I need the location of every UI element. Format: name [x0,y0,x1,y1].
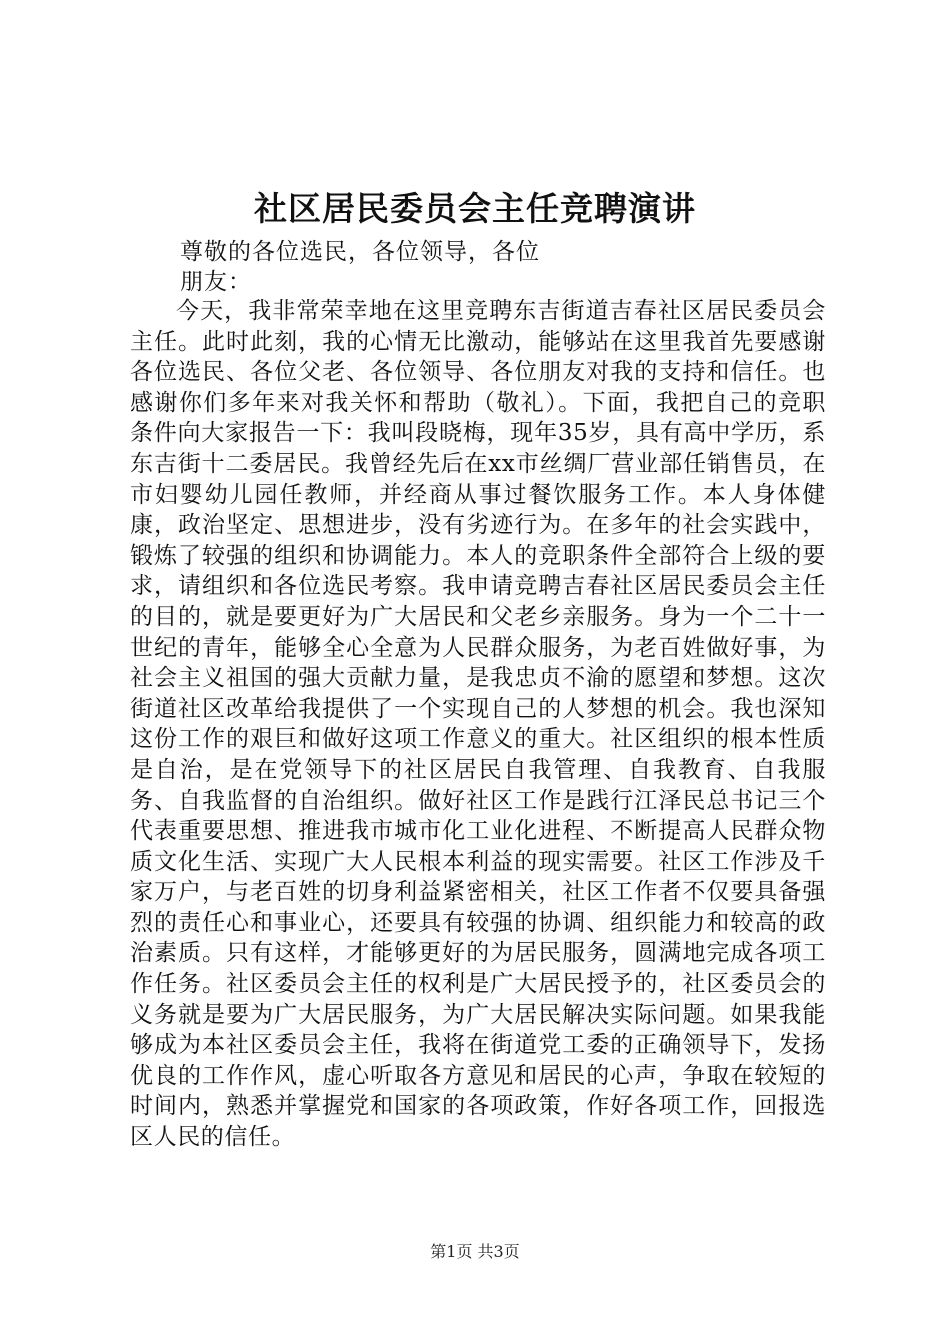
salutation-line-1: 尊敬的各位选民，各位领导，各位 [180,239,540,265]
salutation [180,237,580,297]
document-title: 社区居民委员会主任竞聘演讲 [254,189,696,228]
body-paragraph: 今天，我非常荣幸地在这里竞聘东吉街道吉春社区居民委员会主任。此时此刻，我的心情无比激动，能够站在这里我首先要感谢各位选民、各位父老、各位领导、各位朋友对我的支持和信任。也感谢你们多年来对我关怀和帮助（敬礼）。下面，我把自己的竞职条件向大家报告一下：我叫段晓梅，现年35岁，具有高中学历，系东吉街十二委居民。我曾经先后在xx市丝绸厂营业部任销售员，在市妇婴幼儿园任教师，并经商从事过餐饮服务工作。本人身体健康，政治坚定、思想进步，没有劣迹行为。在多年的社会实践中，锻炼了较强的组织和协调能力。本人的竞职条件全部符合上级的要求，请组织和各位选民考察。我申请竞聘吉春社区居民委员会主任的目的，就是要更好为广大居民和父老乡亲服务。身为一个二十一世纪的青年，能够全心全意为人民群众服务，为老百姓做好事，为社会主义祖国的强大贡献力量，是我忠贞不渝的愿望和梦想。这次街道社区改革给我提供了一个实现自己的人梦想的机会。我也深知这份工作的艰巨和做好这项工作意义的重大。社区组织的根本性质是自治，是在党领导下的社区居民自我管理、自我教育、自我服务、自我监督的自治组织。做好社区工作是践行江泽民总书记三个代表重要思想、推进我市城市化工业化进程、不断提高人民群众物质文化生活、实现广大人民根本利益的现实需要。社区工作涉及千家万户，与老百姓的切身利益紧密相关，社区工作者不仅要具备强烈的责任心和事业心，还要具有较强的协调、组织能力和较高的政治素质。只有这样，才能够更好的为居民服务，圆满地完成各项工作任务。社区委员会主任的权利是广大居民授予的，社区委员会的义务就是要为广大居民服务，为广大居民解决实际问题。如果我能够成为本社区委员会主任，我将在街道党工委的正确领导下，发扬优良的工作作风，虚心听取各方意见和居民的心声，争取在较短的时间内，熟悉并掌握党和国家的各项政策，作好各项工作，回报选区人民的信任。 [130,298,826,1151]
salutation-line-2: 朋友： [180,269,252,295]
page-number-footer: 第1页 共3页 [430,1242,520,1261]
